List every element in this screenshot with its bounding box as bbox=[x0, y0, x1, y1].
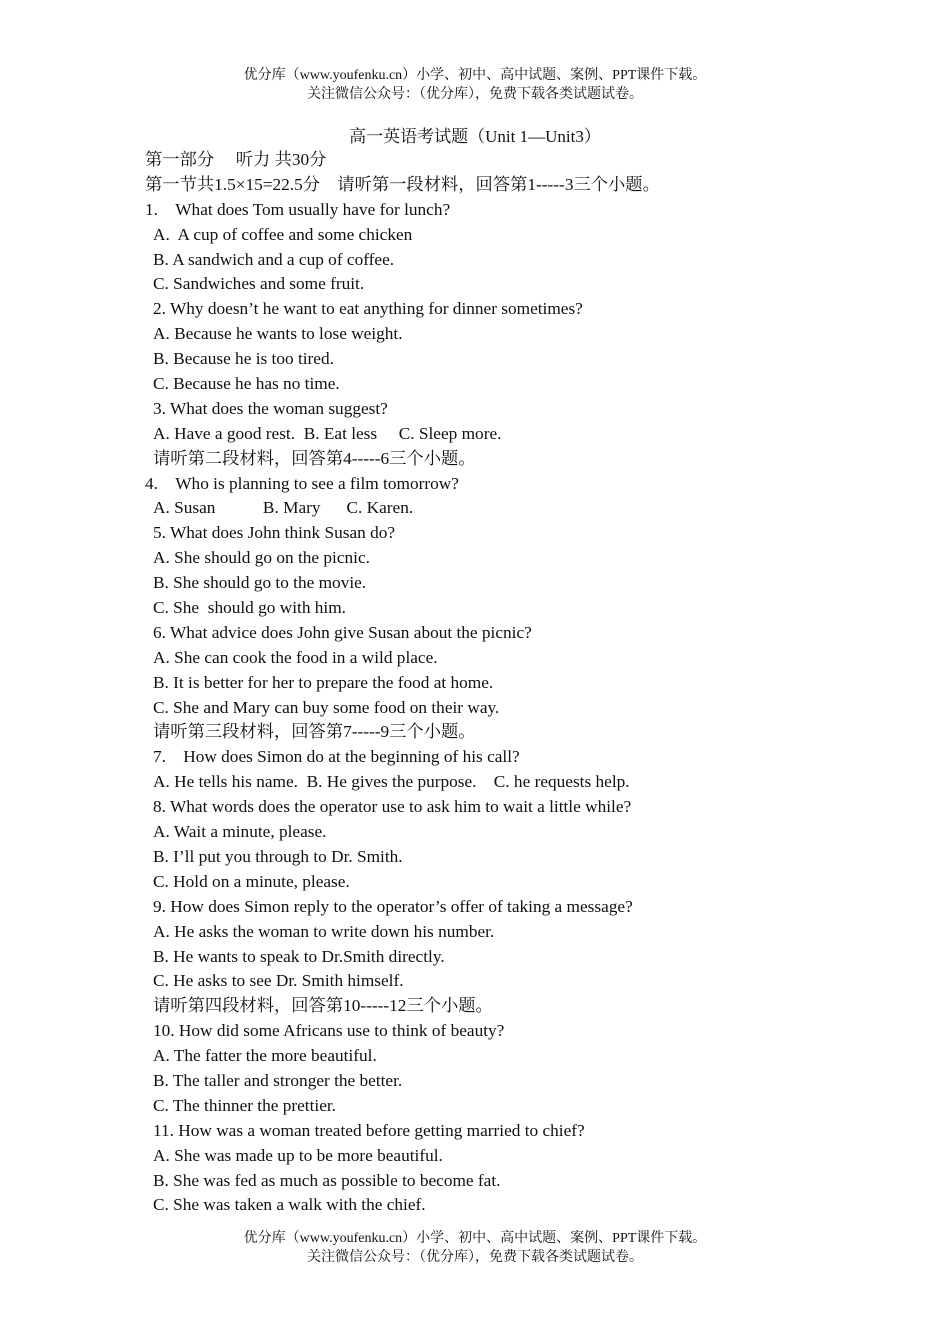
section-heading: 第一部分 听力 共30分 bbox=[145, 150, 327, 169]
answer-option: A. He tells his name. B. He gives the purpose. C. he requests help. bbox=[153, 772, 630, 792]
passage-instruction: 请听第二段材料，回答第4-----6三个小题。 bbox=[153, 448, 476, 468]
page-header bbox=[0, 66, 950, 104]
answer-option: C. Because he has no time. bbox=[153, 374, 340, 394]
answer-option: A. Have a good rest. B. Eat less C. Sleep more. bbox=[153, 423, 502, 443]
answer-option: A. She should go on the picnic. bbox=[153, 548, 370, 568]
answer-option: B. She was fed as much as possible to become fat. bbox=[153, 1170, 501, 1190]
answer-option: A. Susan B. Mary C. Karen. bbox=[153, 498, 414, 518]
answer-option: C. Sandwiches and some fruit. bbox=[153, 274, 365, 294]
passage-instruction: 请听第三段材料，回答第7-----9三个小题。 bbox=[153, 722, 476, 742]
answer-option: B. She should go to the movie. bbox=[153, 573, 367, 593]
answer-option: B. The taller and stronger the better. bbox=[153, 1070, 403, 1090]
answer-option: B. Because he is too tired. bbox=[153, 349, 334, 369]
answer-option: B. He wants to speak to Dr.Smith directly. bbox=[153, 946, 445, 966]
header-line-2: 关注微信公众号：（优分库），免费下载各类试题试卷。 bbox=[307, 87, 643, 102]
question-text: 5. What does John think Susan do? bbox=[153, 523, 396, 543]
answer-option: B. A sandwich and a cup of coffee. bbox=[153, 249, 395, 269]
question-text: 8. What words does the operator use to ask him to wait a little while? bbox=[153, 797, 632, 817]
question-text: 10. How did some Africans use to think of beauty? bbox=[153, 1021, 505, 1041]
question-text: 6. What advice does John give Susan about the picnic? bbox=[153, 622, 532, 642]
question-text: 4. Who is planning to see a film tomorrow? bbox=[145, 473, 459, 493]
answer-option: C. She was taken a walk with the chief. bbox=[153, 1195, 426, 1215]
answer-option: C. She and Mary can buy some food on their way. bbox=[153, 697, 500, 717]
question-text: 3. What does the woman suggest? bbox=[153, 398, 388, 418]
question-text: 9. How does Simon reply to the operator’s offer of taking a message? bbox=[153, 896, 633, 916]
footer-line-1: 优分库（www.youfenku.cn）小学、初中、高中试题、案例、PPT课件下载。 bbox=[243, 1231, 707, 1246]
page-footer bbox=[0, 1229, 950, 1267]
subsection-instruction: 第一节共1.5×15=22.5分 请听第一段材料，回答第1-----3三个小题。 bbox=[145, 174, 660, 194]
question-text: 1. What does Tom usually have for lunch? bbox=[145, 199, 451, 219]
answer-option: C. The thinner the prettier. bbox=[153, 1095, 337, 1115]
answer-option: C. He asks to see Dr. Smith himself. bbox=[153, 971, 404, 991]
answer-option: B. It is better for her to prepare the food at home. bbox=[153, 672, 494, 692]
answer-option: A. The fatter the more beautiful. bbox=[153, 1046, 377, 1066]
passage-instruction: 请听第四段材料，回答第10-----12三个小题。 bbox=[153, 996, 493, 1016]
answer-option: C. Hold on a minute, please. bbox=[153, 871, 350, 891]
answer-option: A. He asks the woman to write down his number. bbox=[153, 921, 495, 941]
answer-option: A. Because he wants to lose weight. bbox=[153, 324, 403, 344]
question-text: 11. How was a woman treated before getting married to chief? bbox=[153, 1120, 585, 1140]
exam-body bbox=[145, 148, 845, 1218]
question-text: 2. Why doesn’t he want to eat anything for dinner sometimes? bbox=[153, 299, 583, 319]
header-line-1: 优分库（www.youfenku.cn）小学、初中、高中试题、案例、PPT课件下载。 bbox=[243, 68, 707, 83]
answer-option: B. I’ll put you through to Dr. Smith. bbox=[153, 846, 403, 866]
question-text: 7. How does Simon do at the beginning of his call? bbox=[153, 747, 520, 767]
answer-option: C. She should go with him. bbox=[153, 598, 346, 618]
answer-option: A. A cup of coffee and some chicken bbox=[153, 224, 413, 244]
exam-title: 高一英语考试题（Unit 1—Unit3） bbox=[349, 127, 601, 146]
answer-option: A. She was made up to be more beautiful. bbox=[153, 1145, 443, 1165]
answer-option: A. She can cook the food in a wild place. bbox=[153, 647, 438, 667]
answer-option: A. Wait a minute, please. bbox=[153, 822, 327, 842]
footer-line-2: 关注微信公众号：（优分库），免费下载各类试题试卷。 bbox=[307, 1250, 643, 1265]
